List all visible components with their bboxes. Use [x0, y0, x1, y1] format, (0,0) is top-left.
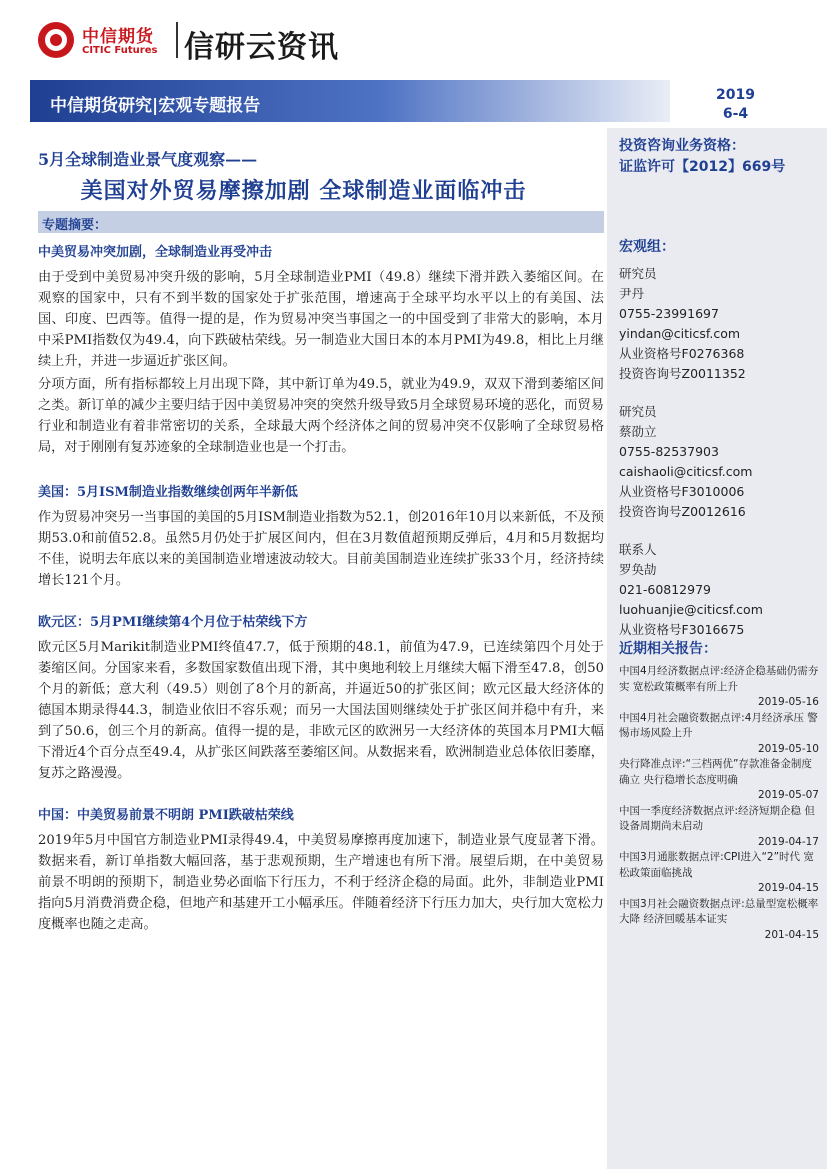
related-reports-list [619, 664, 819, 943]
contact-card [619, 402, 763, 522]
macro-group-label: 宏观组： [619, 239, 675, 255]
section-paragraph: 作为贸易冲突另一当事国的美国的5月ISM制造业指数为52.1，创2016年10月以来新低，不及预期53.0和前值52.8。虽然5月仍处于扩展区间内，但在3月数值超预期反弹后，4月和5月数据均不佳，说明去年底以来的美国制造业增速波动较大。目前美国制造业连续扩张33个月，经济持续增长121个月。 [38, 510, 604, 588]
report-subtitle: 5月全球制造业景气度观察—— [38, 150, 258, 169]
section-trade-conflict [38, 242, 604, 460]
logo-english-name: CITIC Futures [82, 45, 158, 56]
related-reports-label: 近期相关报告： [619, 641, 717, 657]
contact-advisory-id: 投资咨询号Z0011352 [619, 366, 746, 381]
section-eurozone [38, 612, 604, 786]
contact-email: caishaoli@citicsf.com [619, 464, 753, 479]
logo-chinese-name: 中信期货 [82, 27, 154, 47]
sidebar [607, 128, 827, 1169]
contact-name: 蔡劭立 [619, 424, 657, 439]
brand-title: 信研云资讯 [184, 30, 339, 65]
contact-email: yindan@citicsf.com [619, 326, 741, 341]
report-item-date: 2019-05-16 [757, 696, 819, 708]
abstract-header [38, 211, 604, 233]
abstract-label: 专题摘要： [42, 218, 108, 233]
contact-license: 从业资格号F3010006 [619, 484, 745, 499]
contact-card [619, 264, 763, 384]
contact-card [619, 540, 763, 640]
contact-phone: 021-60812979 [619, 582, 711, 597]
contact-license: 从业资格号F3016675 [619, 622, 745, 637]
qualification-line: 证监许可【2012】669号 [619, 159, 786, 175]
report-year: 2019 [716, 87, 755, 103]
section-paragraph: 2019年5月中国官方制造业PMI录得49.4，中美贸易摩擦再度加速下，制造业景气度显著下滑。数据来看，新订单指数大幅回落，基于悲观预期，生产增速也有所下滑。展望后期，在中美贸易前景不明朗的预期下，制造业势必面临下行压力，不利于经济企稳的局面。此外，非制造业PMI指向5月消费消费企稳，但地产和基建开工小幅承压。伴随着经济下行压力加大，央行加大宽松力度概率也随之走高。 [38, 833, 604, 932]
contact-phone: 0755-82537903 [619, 444, 719, 459]
contact-name: 罗奂劼 [619, 562, 657, 577]
report-item-date: 2019-05-07 [757, 789, 819, 801]
section-heading: 中国：中美贸易前景不明朗 PMI跌破枯荣线 [38, 808, 294, 823]
banner-label: 中信期货研究|宏观专题报告 [50, 96, 261, 116]
report-item-title: 央行降准点评:“三档两优”存款准备金制度确立 央行稳增长态度明确 [619, 758, 812, 786]
citic-emblem-icon [38, 22, 74, 58]
report-title: 美国对外贸易摩擦加剧 全球制造业面临冲击 [80, 178, 527, 204]
section-paragraph: 由于受到中美贸易冲突升级的影响，5月全球制造业PMI（49.8）继续下滑并跌入萎缩区间。在观察的国家中，只有不到半数的国家处于扩张范围，增速高于全球平均水平以上的有美国、法国、印度、巴西等。值得一提的是，作为贸易冲突当事国之一的中国受到了非常大的影响，本月中采PMI指数仅为49.4，向下跌破枯荣线。另一制造业大国日本的本月PMI为49.8，相比上月继续上升，并进一步逼近扩张区间。 [38, 270, 604, 369]
logo-divider [176, 22, 178, 58]
section-china [38, 805, 604, 937]
report-item[interactable] [619, 897, 819, 944]
report-banner [0, 80, 827, 128]
qualification-line: 投资咨询业务资格： [619, 138, 745, 154]
contact-list [619, 264, 763, 658]
contact-license: 从业资格号F0276368 [619, 346, 745, 361]
section-paragraph: 分项方面，所有指标都较上月出现下降，其中新订单为49.5，就业为49.9，双双下滑到萎缩区间之类。新订单的减少主要归结于因中美贸易冲突的突然升级导致5月全球贸易环境的恶化，而贸易行业和制造业有着非常密切的关系，全球最大两个经济体之间的贸易冲突不仅影响了全球贸易格局，对于刚刚有复苏迹象的全球制造业也是一个打击。 [38, 377, 604, 455]
report-item[interactable] [619, 850, 819, 897]
report-day: 6-4 [722, 106, 749, 122]
contact-phone: 0755-23991697 [619, 306, 719, 321]
company-logo [38, 20, 398, 64]
section-heading: 中美贸易冲突加剧，全球制造业再受冲击 [38, 245, 273, 260]
report-item[interactable] [619, 711, 819, 758]
report-item[interactable] [619, 757, 819, 804]
section-heading: 美国：5月ISM制造业指数继续创两年半新低 [38, 485, 298, 500]
section-usa [38, 482, 604, 593]
qualification-block [619, 136, 785, 178]
report-item-title: 中国一季度经济数据点评:经济短期企稳 但设备周期尚未启动 [619, 804, 815, 832]
report-item-date: 2019-04-15 [757, 882, 819, 894]
section-paragraph: 欧元区5月Marikit制造业PMI终值47.7，低于预期的48.1，前值为47.9，已连续第四个月处于萎缩区间。分国家来看，多数国家数值出现下滑，其中奥地利较上月继续大幅下滑至47.8，创50个月的新低；意大利（49.5）则创了8个月的新高，并逼近50的扩张区间；欧元区最大经济体的德国本期录得44.3，制造业依旧不容乐观；而另一大国法国则继续处于扩张区间并稳中有升，来到了50.6，创三个月的新高。值得一提的是，非欧元区的欧洲另一大经济体的英国本月PMI大幅下滑近4个百分点至49.4，从扩张区间跌落至萎缩区间。从数据来看，欧洲制造业总体依旧萎靡，复苏之路漫漫。 [38, 640, 604, 781]
contact-role: 研究员 [619, 404, 657, 419]
contact-advisory-id: 投资咨询号Z0012616 [619, 504, 746, 519]
report-item-title: 中国4月社会融资数据点评:4月经济承压 警惕市场风险上升 [619, 711, 818, 739]
contact-name: 尹丹 [619, 286, 645, 301]
section-heading: 欧元区：5月PMI继续第4个月位于枯荣线下方 [38, 615, 308, 630]
report-item-title: 中国3月通胀数据点评:CPI进入“2”时代 宽松政策面临挑战 [619, 851, 814, 879]
contact-role: 联系人 [619, 542, 657, 557]
contact-role: 研究员 [619, 266, 657, 281]
report-item-title: 中国3月社会融资数据点评:总量型宽松概率大降 经济回暖基本证实 [619, 897, 819, 925]
report-item[interactable] [619, 804, 819, 851]
contact-email: luohuanjie@citicsf.com [619, 602, 763, 617]
report-date [716, 86, 755, 124]
report-item-date: 201-04-15 [764, 928, 819, 941]
report-item-date: 2019-04-17 [757, 835, 819, 848]
report-item-title: 中国4月经济数据点评:经济企稳基础仍需夯实 宽松政策概率有所上升 [619, 665, 819, 693]
report-item[interactable] [619, 664, 819, 711]
report-item-date: 2019-05-10 [757, 742, 819, 755]
